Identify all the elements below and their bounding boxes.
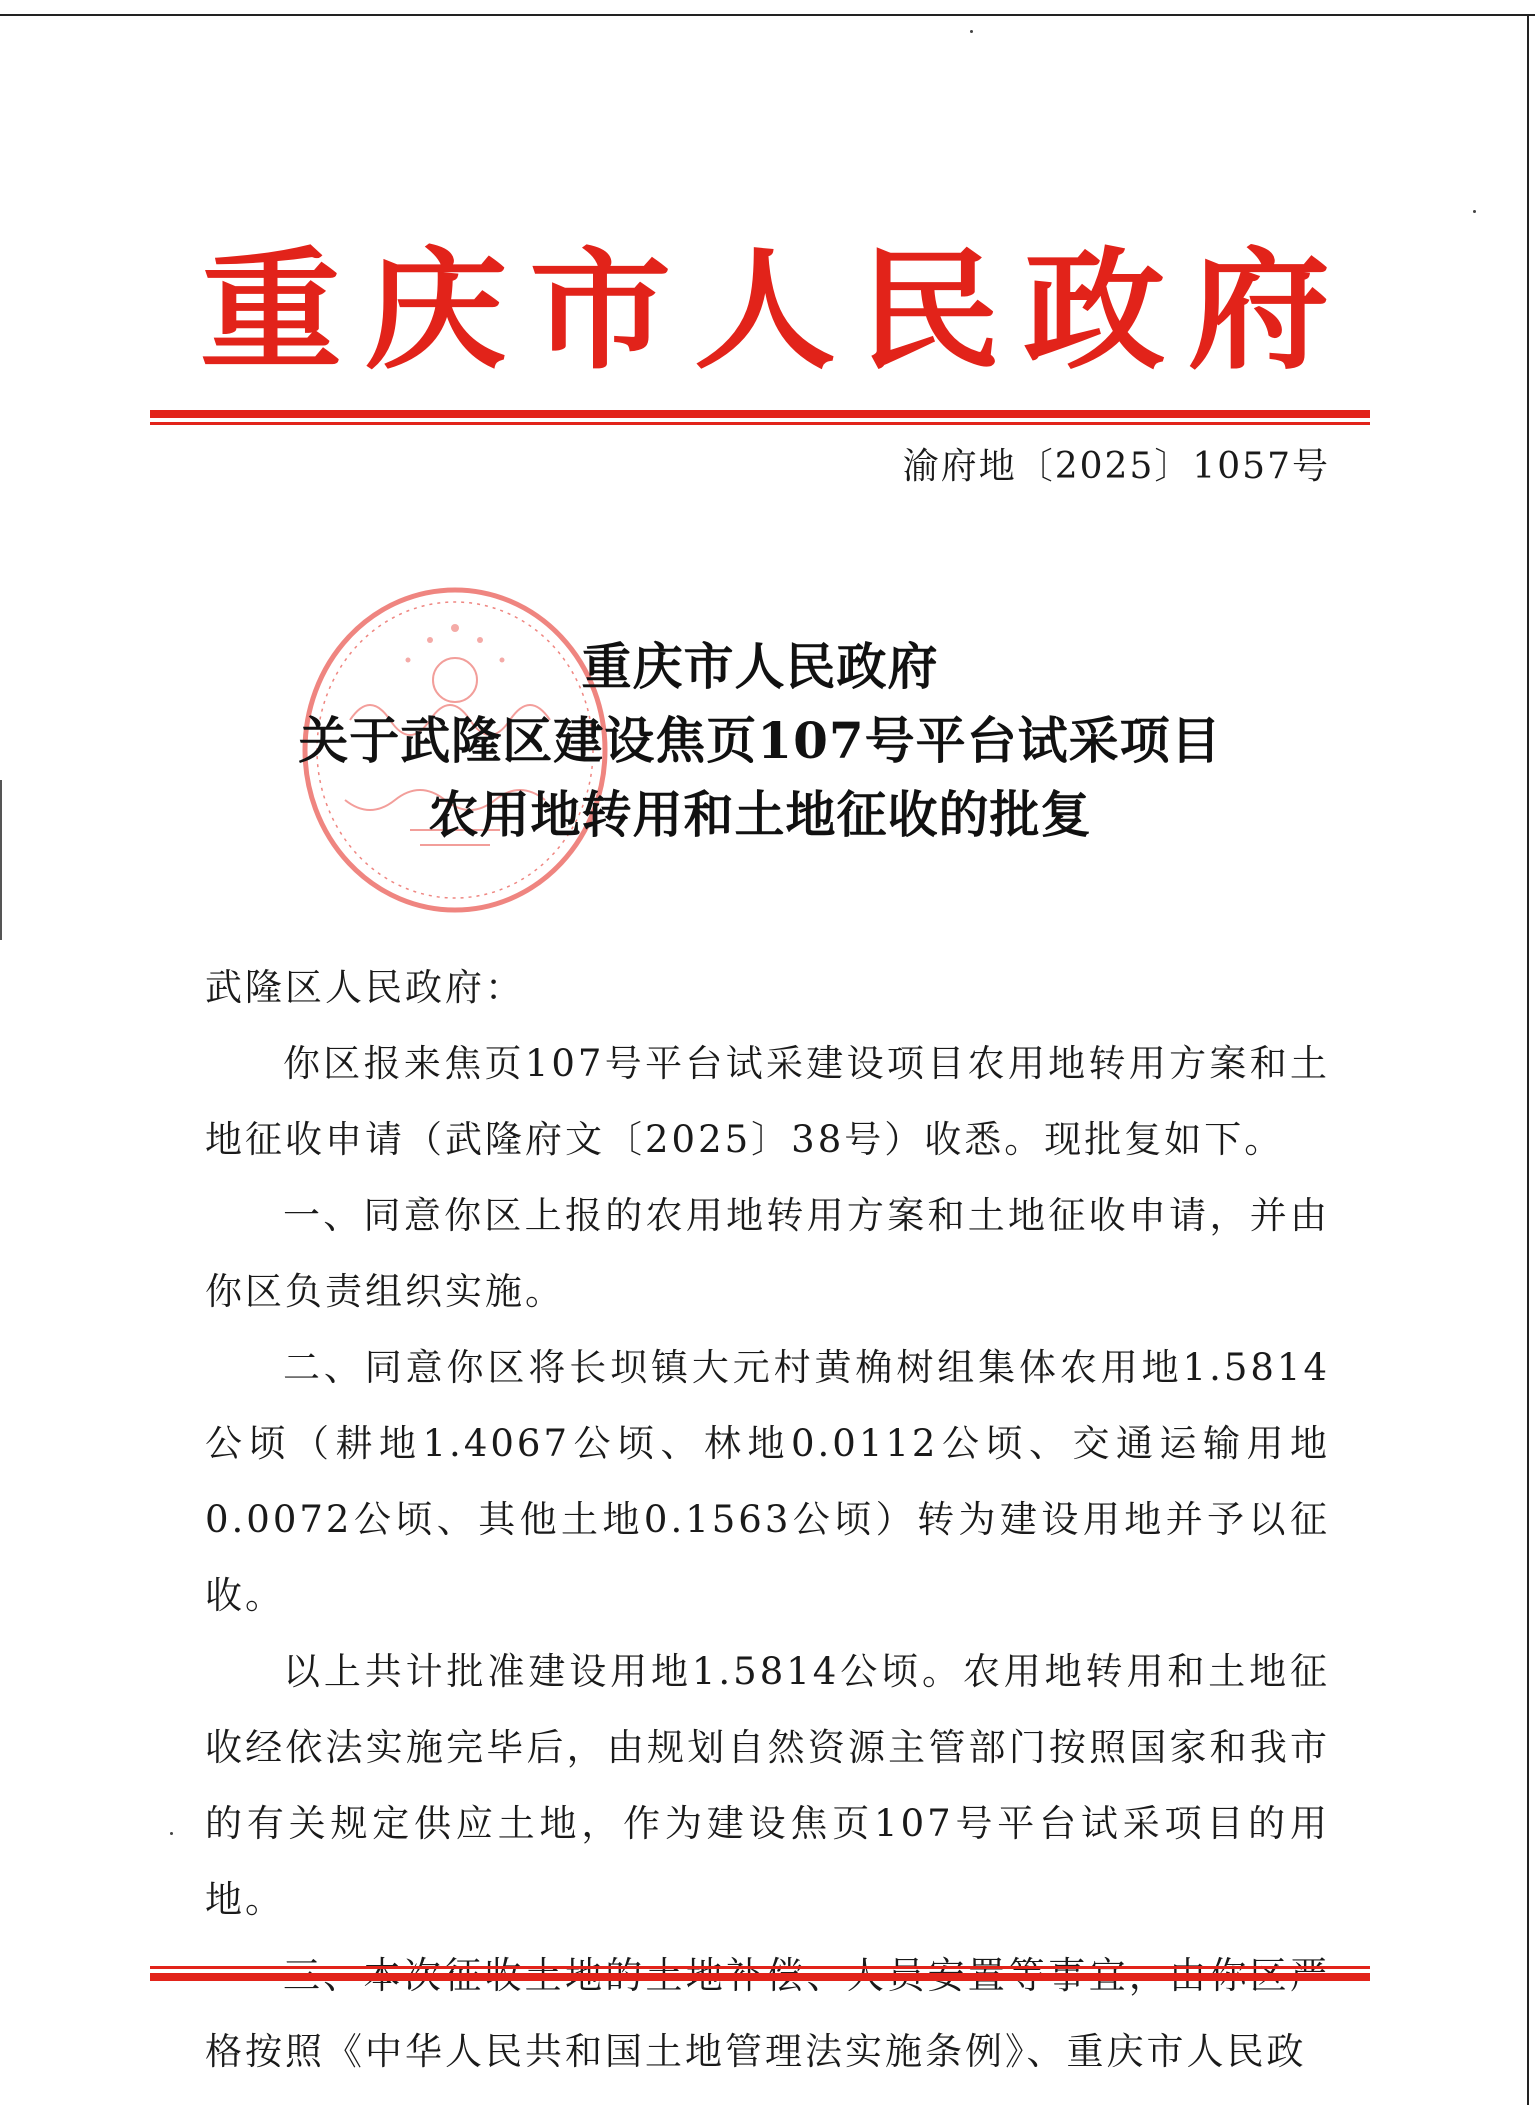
masthead-char: 市	[529, 235, 672, 388]
masthead-char: 政	[1023, 235, 1166, 388]
salutation: 武隆区人民政府：	[205, 966, 525, 1009]
scan-speck	[1473, 210, 1476, 213]
red-divider-bottom	[150, 1966, 1370, 1984]
document-number: 渝府地〔2025〕1057号	[902, 446, 1330, 487]
masthead-char: 人	[693, 235, 836, 388]
scan-speck	[970, 30, 973, 33]
title-line-2: 关于武隆区建设焦页107号平台试采项目	[298, 711, 1222, 770]
scan-border-top	[0, 14, 1535, 16]
title-line-3: 农用地转用和土地征收的批复	[428, 785, 1092, 844]
red-divider-top	[150, 410, 1370, 428]
paragraph-4: 以上共计批准建设用地1.5814公顷。农用地转用和土地征收经依法实施完毕后，由规划自然资源主管部门按照国家和我市的有关规定供应土地，作为建设焦页107号平台试采项目的用地。	[205, 1650, 1330, 1921]
paragraph-3: 二、同意你区将长坝镇大元村黄桷树组集体农用地1.5814公顷（耕地1.4067公顷、林地0.0112公顷、交通运输用地0.0072公顷、其他土地0.1563公顷）转为建设用地并予以征收。	[205, 1346, 1330, 1617]
paragraph-1: 你区报来焦页107号平台试采建设项目农用地转用方案和土地征收申请（武隆府文〔2025〕38号）收悉。现批复如下。	[205, 1042, 1330, 1161]
title-line-1: 重庆市人民政府	[581, 637, 939, 696]
document-body	[205, 950, 1330, 2090]
masthead-char: 民	[858, 235, 1001, 388]
paragraph-2: 一、同意你区上报的农用地转用方案和土地征收申请，并由你区负责组织实施。	[205, 1194, 1330, 1313]
document-title	[150, 630, 1370, 852]
masthead-char: 重	[200, 235, 342, 388]
scan-border-left	[0, 780, 2, 940]
paragraph-5: 格按照《中华人民共和国土地管理法实施条例》、重庆市人民政	[205, 2030, 1307, 2073]
masthead-char: 庆	[364, 235, 507, 388]
scan-speck	[170, 1832, 173, 1835]
masthead-title	[200, 232, 1330, 392]
scan-border-right	[1527, 14, 1529, 2105]
masthead-char: 府	[1187, 235, 1330, 388]
